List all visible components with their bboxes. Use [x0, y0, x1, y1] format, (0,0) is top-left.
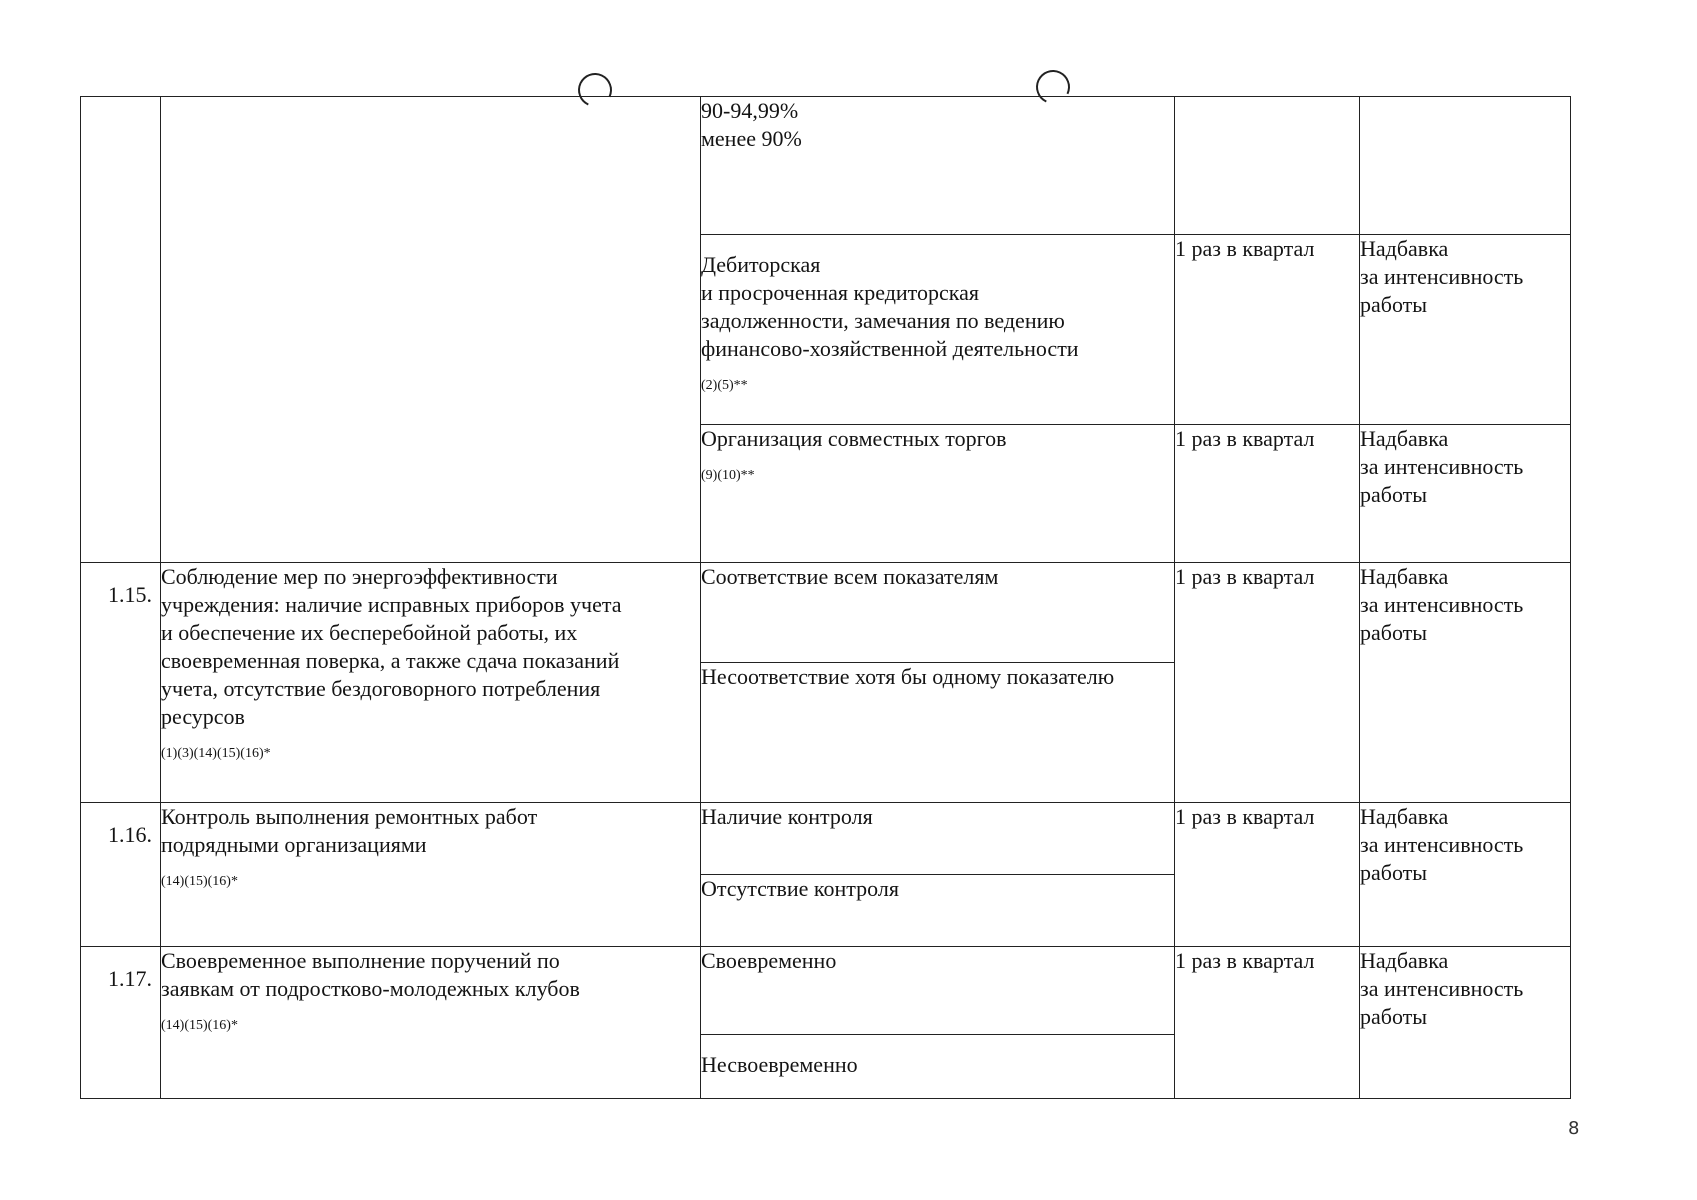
criterion-text: своевременная поверка, а также сдача показаний	[161, 648, 620, 673]
criterion-text: подрядными организациями	[161, 832, 427, 857]
indicator-cell: Отсутствие контроля	[701, 875, 1175, 947]
bonus-text: Надбавка	[1360, 236, 1449, 261]
bonus-cell	[1360, 563, 1571, 803]
row-number-cell: 1.16.	[81, 803, 161, 947]
bonus-text: Надбавка	[1360, 426, 1449, 451]
bonus-text: Надбавка	[1360, 804, 1449, 829]
footnote-reference: (2)(5)**	[701, 378, 748, 393]
footnote-reference: (14)(15)(16)*	[161, 874, 238, 889]
bonus-text: за интенсивность	[1360, 592, 1524, 617]
criterion-text: учета, отсутствие бездоговорного потребления	[161, 676, 601, 701]
criteria-table	[80, 96, 1571, 1099]
footnote-reference: (9)(10)**	[701, 468, 755, 483]
bonus-text: за интенсивность	[1360, 454, 1524, 479]
criterion-cell	[161, 947, 701, 1099]
indicator-cell	[701, 425, 1175, 563]
indicator-text: задолженности, замечания по ведению	[701, 308, 1065, 333]
criterion-text: и обеспечение их бесперебойной работы, их	[161, 620, 578, 645]
bonus-text: работы	[1360, 292, 1428, 317]
frequency-cell: 1 раз в квартал	[1175, 803, 1360, 947]
criterion-cell	[161, 97, 701, 563]
criterion-text: Контроль выполнения ремонтных работ	[161, 804, 538, 829]
bonus-cell	[1360, 235, 1571, 425]
indicator-text: Дебиторская	[701, 252, 821, 277]
frequency-cell	[1175, 97, 1360, 235]
bonus-text: работы	[1360, 860, 1428, 885]
indicator-text: 90-94,99%	[701, 98, 799, 123]
bonus-cell	[1360, 97, 1571, 235]
bonus-cell	[1360, 425, 1571, 563]
bonus-text: Надбавка	[1360, 564, 1449, 589]
indicator-cell	[701, 97, 1175, 235]
table-row	[81, 947, 1571, 1035]
footnote-reference: (1)(3)(14)(15)(16)*	[161, 746, 271, 761]
bonus-text: работы	[1360, 482, 1428, 507]
indicator-cell	[701, 235, 1175, 425]
table-row	[81, 97, 1571, 235]
row-number-cell: 1.15.	[81, 563, 161, 803]
frequency-cell: 1 раз в квартал	[1175, 235, 1360, 425]
footnote-reference: (14)(15)(16)*	[161, 1018, 238, 1033]
bonus-text: Надбавка	[1360, 948, 1449, 973]
criterion-text: Соблюдение мер по энергоэффективности	[161, 564, 558, 589]
bonus-cell	[1360, 947, 1571, 1099]
indicator-text: и просроченная кредиторская	[701, 280, 980, 305]
page-number: 8	[1568, 1118, 1580, 1139]
criterion-text: учреждения: наличие исправных приборов учета	[161, 592, 622, 617]
row-number-cell: 1.17.	[81, 947, 161, 1099]
bonus-text: за интенсивность	[1360, 976, 1524, 1001]
row-number-cell	[81, 97, 161, 563]
criterion-text: ресурсов	[161, 704, 245, 729]
table-row	[81, 563, 1571, 663]
criterion-text: Своевременное выполнение поручений по	[161, 948, 560, 973]
criterion-cell	[161, 563, 701, 803]
indicator-text: финансово-хозяйственной деятельности	[701, 336, 1079, 361]
indicator-cell: Несвоевременно	[701, 1035, 1175, 1099]
bonus-text: за интенсивность	[1360, 832, 1524, 857]
bonus-text: за интенсивность	[1360, 264, 1524, 289]
indicator-text: менее 90%	[701, 126, 802, 151]
frequency-cell: 1 раз в квартал	[1175, 563, 1360, 803]
frequency-cell: 1 раз в квартал	[1175, 947, 1360, 1099]
table-row	[81, 803, 1571, 875]
bonus-text: работы	[1360, 1004, 1428, 1029]
indicator-cell: Несоответствие хотя бы одному показателю	[701, 663, 1175, 803]
indicator-cell: Своевременно	[701, 947, 1175, 1035]
frequency-cell: 1 раз в квартал	[1175, 425, 1360, 563]
indicator-text: Организация совместных торгов	[701, 426, 1007, 451]
bonus-text: работы	[1360, 620, 1428, 645]
indicator-cell: Соответствие всем показателям	[701, 563, 1175, 663]
indicator-cell: Наличие контроля	[701, 803, 1175, 875]
criterion-cell	[161, 803, 701, 947]
criterion-text: заявкам от подростково-молодежных клубов	[161, 976, 580, 1001]
bonus-cell	[1360, 803, 1571, 947]
